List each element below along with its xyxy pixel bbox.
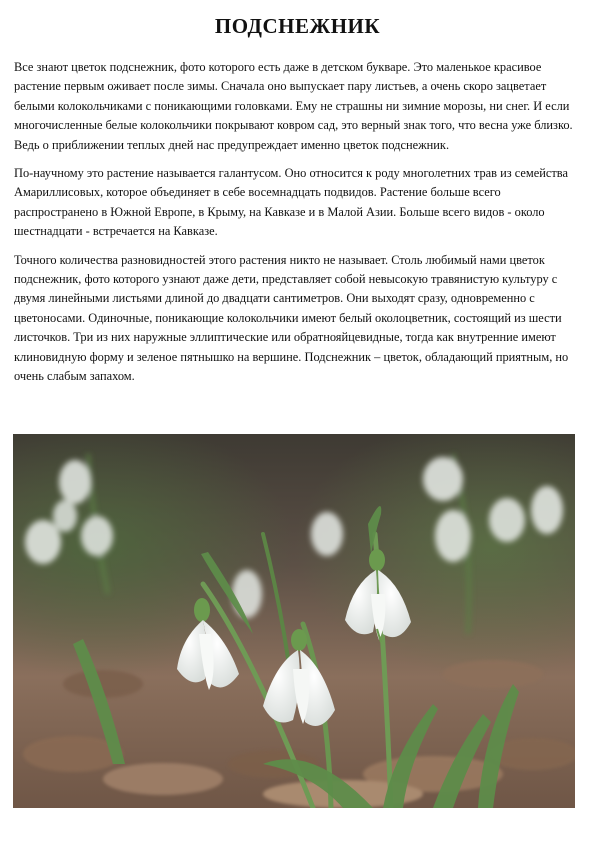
paragraph-3: Точного количества разновидностей этого растения никто не называет. Столь любимый нами цветок подснежник, фото которого узнают даже дети, представляет собой невысокую травянистую культуру с двумя линейными листьями длиной до двадцати сантиметров. Они выходят сразу, одновременно с цветоносами. Одиночные, поникающие колокольчики имеют белый околоцветник, состоящий из шести листочков. Три из них наружные эллиптические или обратнояйцевидные, тогда как внутренние имеют клиновидную форму и зеленое пятнышко на вершине. Подснежник – цветок, обладающий приятным, но очень слабым запахом.: [14, 252, 569, 384]
page-title: ПОДСНЕЖНИК: [214, 14, 381, 38]
article-body: [14, 58, 578, 396]
paragraph-2: По-научному это растение называется галантусом. Оно относится к роду многолетних трав из семейства Амариллисовых, которое объединяет в себе восемнадцать подвидов. Растение больше всего распространено в Южной Европе, в Крыму, на Кавказе и в Малой Азии. Больше всего видов - около шестнадцати - встречается на Кавказе.: [14, 166, 568, 239]
paragraph-1: Все знают цветок подснежник, фото которого есть даже в детском букваре. Это маленькое красивое растение первым оживает после зимы. Сначала оно выпускает пару листьев, а очень скоро зацветает белыми колокольчиками с поникающими головками. Ему не страшны ни зимние морозы, ни снег. И если многочисленные белые колокольчики покрывают ковром сад, это верный знак того, что весна уже близко. Ведь о приближении теплых дней нас предупреждает именно цветок подснежник.: [14, 60, 573, 152]
snowdrop-photo: [13, 434, 575, 808]
